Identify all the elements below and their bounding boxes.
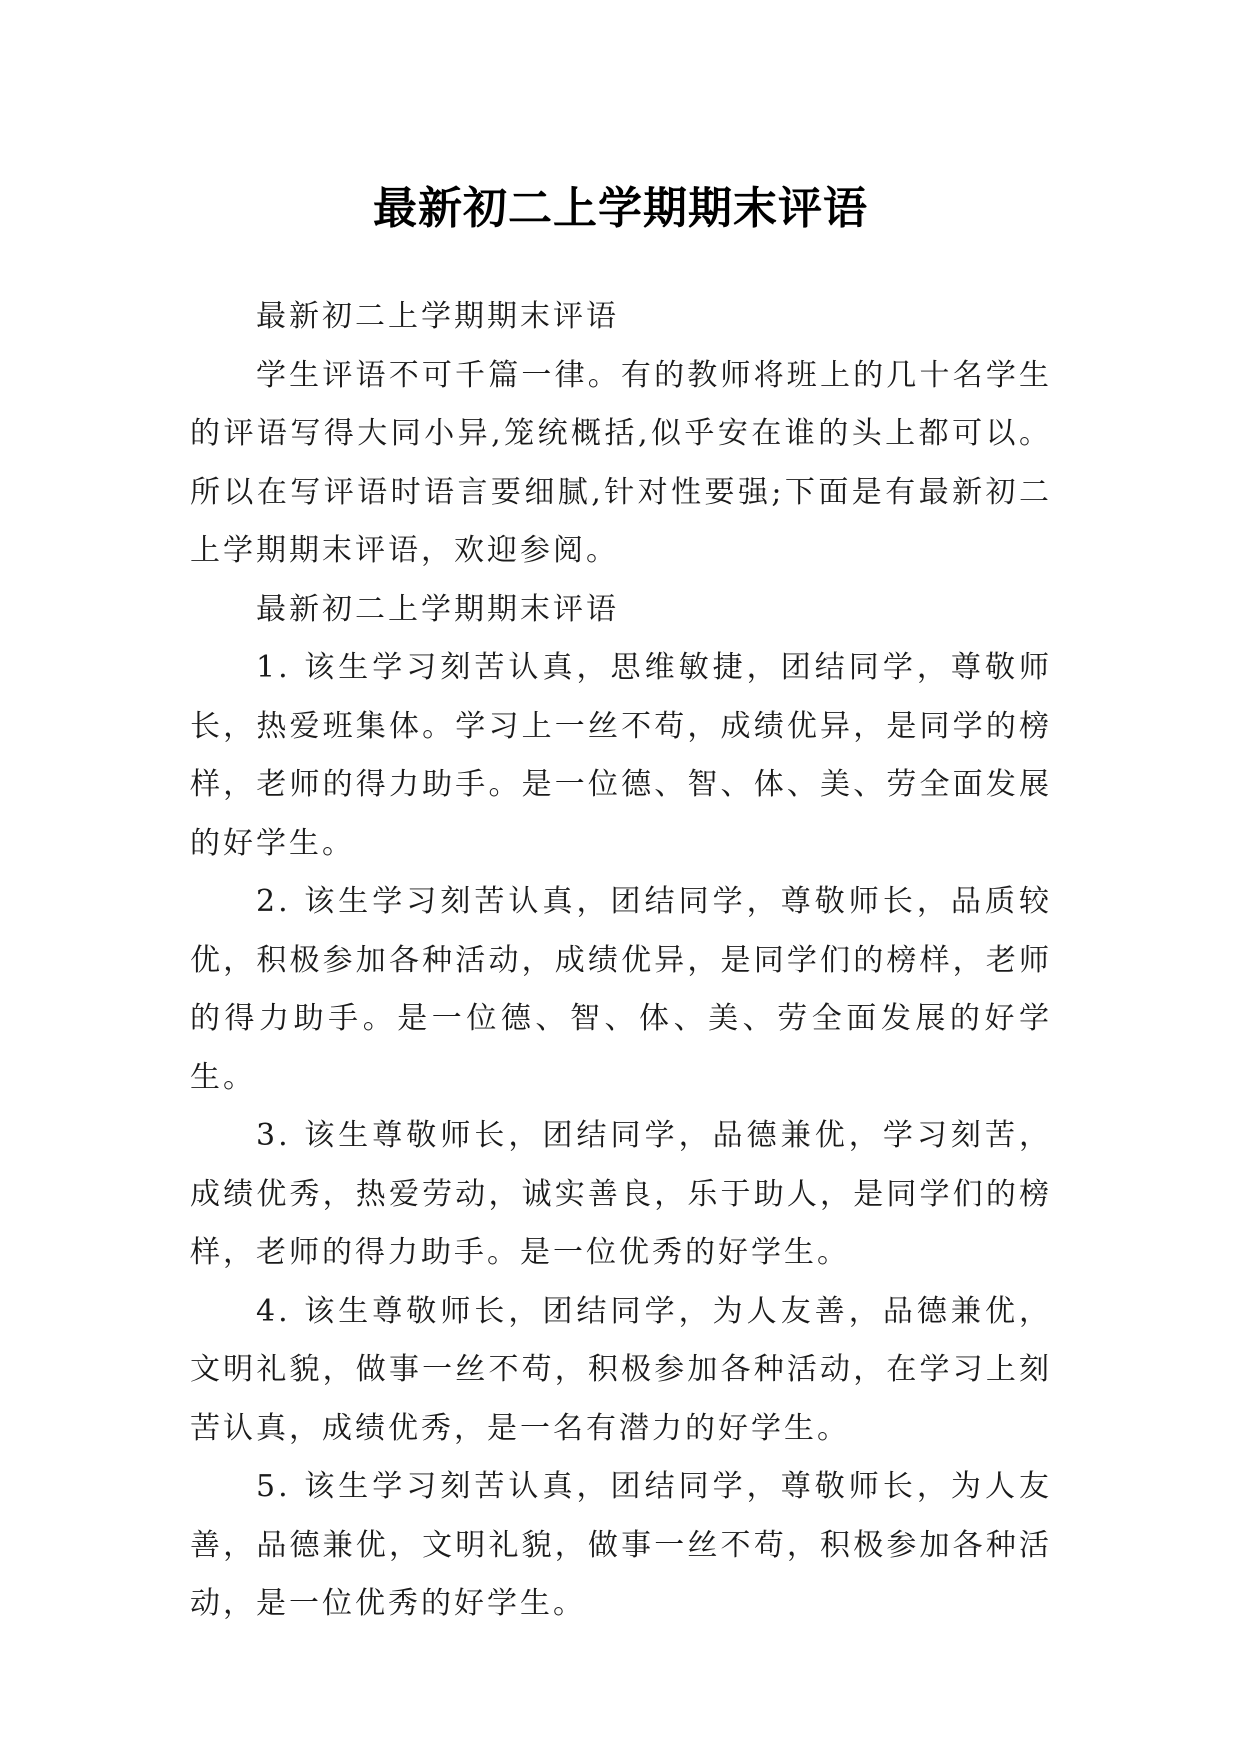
comment-item-4: 4. 该生尊敬师长，团结同学，为人友善，品德兼优，文明礼貌，做事一丝不苟，积极参加各种活动，在学习上刻苦认真，成绩优秀，是一名有潜力的好学生。 [190, 1293, 1052, 1446]
document-body [190, 288, 1052, 1634]
comment-item-5: 5. 该生学习刻苦认真，团结同学，尊敬师长，为人友善，品德兼优，文明礼貌，做事一丝不苟，积极参加各种活动，是一位优秀的好学生。 [190, 1469, 1052, 1621]
comment-item-3: 3. 该生尊敬师长，团结同学，品德兼优，学习刻苦，成绩优秀，热爱劳动，诚实善良，乐于助人，是同学们的榜样，老师的得力助手。是一位优秀的好学生。 [190, 1118, 1052, 1270]
document-title: 最新初二上学期期末评语 [373, 183, 868, 235]
comment-item-2: 2. 该生学习刻苦认真，团结同学，尊敬师长，品质较优，积极参加各种活动，成绩优异，是同学们的榜样，老师的得力助手。是一位德、智、体、美、劳全面发展的好学生。 [190, 884, 1052, 1095]
intro-paragraph: 学生评语不可千篇一律。有的教师将班上的几十名学生的评语写得大同小异,笼统概括,似乎安在谁的头上都可以。所以在写评语时语言要细腻,针对性要强;下面是有最新初二上学期期末评语，欢迎参阅。 [190, 357, 1052, 568]
subtitle-paragraph: 最新初二上学期期末评语 [256, 299, 619, 334]
section-heading-paragraph: 最新初二上学期期末评语 [256, 591, 619, 627]
comment-item-1: 1. 该生学习刻苦认真，思维敏捷，团结同学，尊敬师长，热爱班集体。学习上一丝不苟，成绩优异，是同学的榜样，老师的得力助手。是一位德、智、体、美、劳全面发展的好学生。 [190, 650, 1052, 861]
